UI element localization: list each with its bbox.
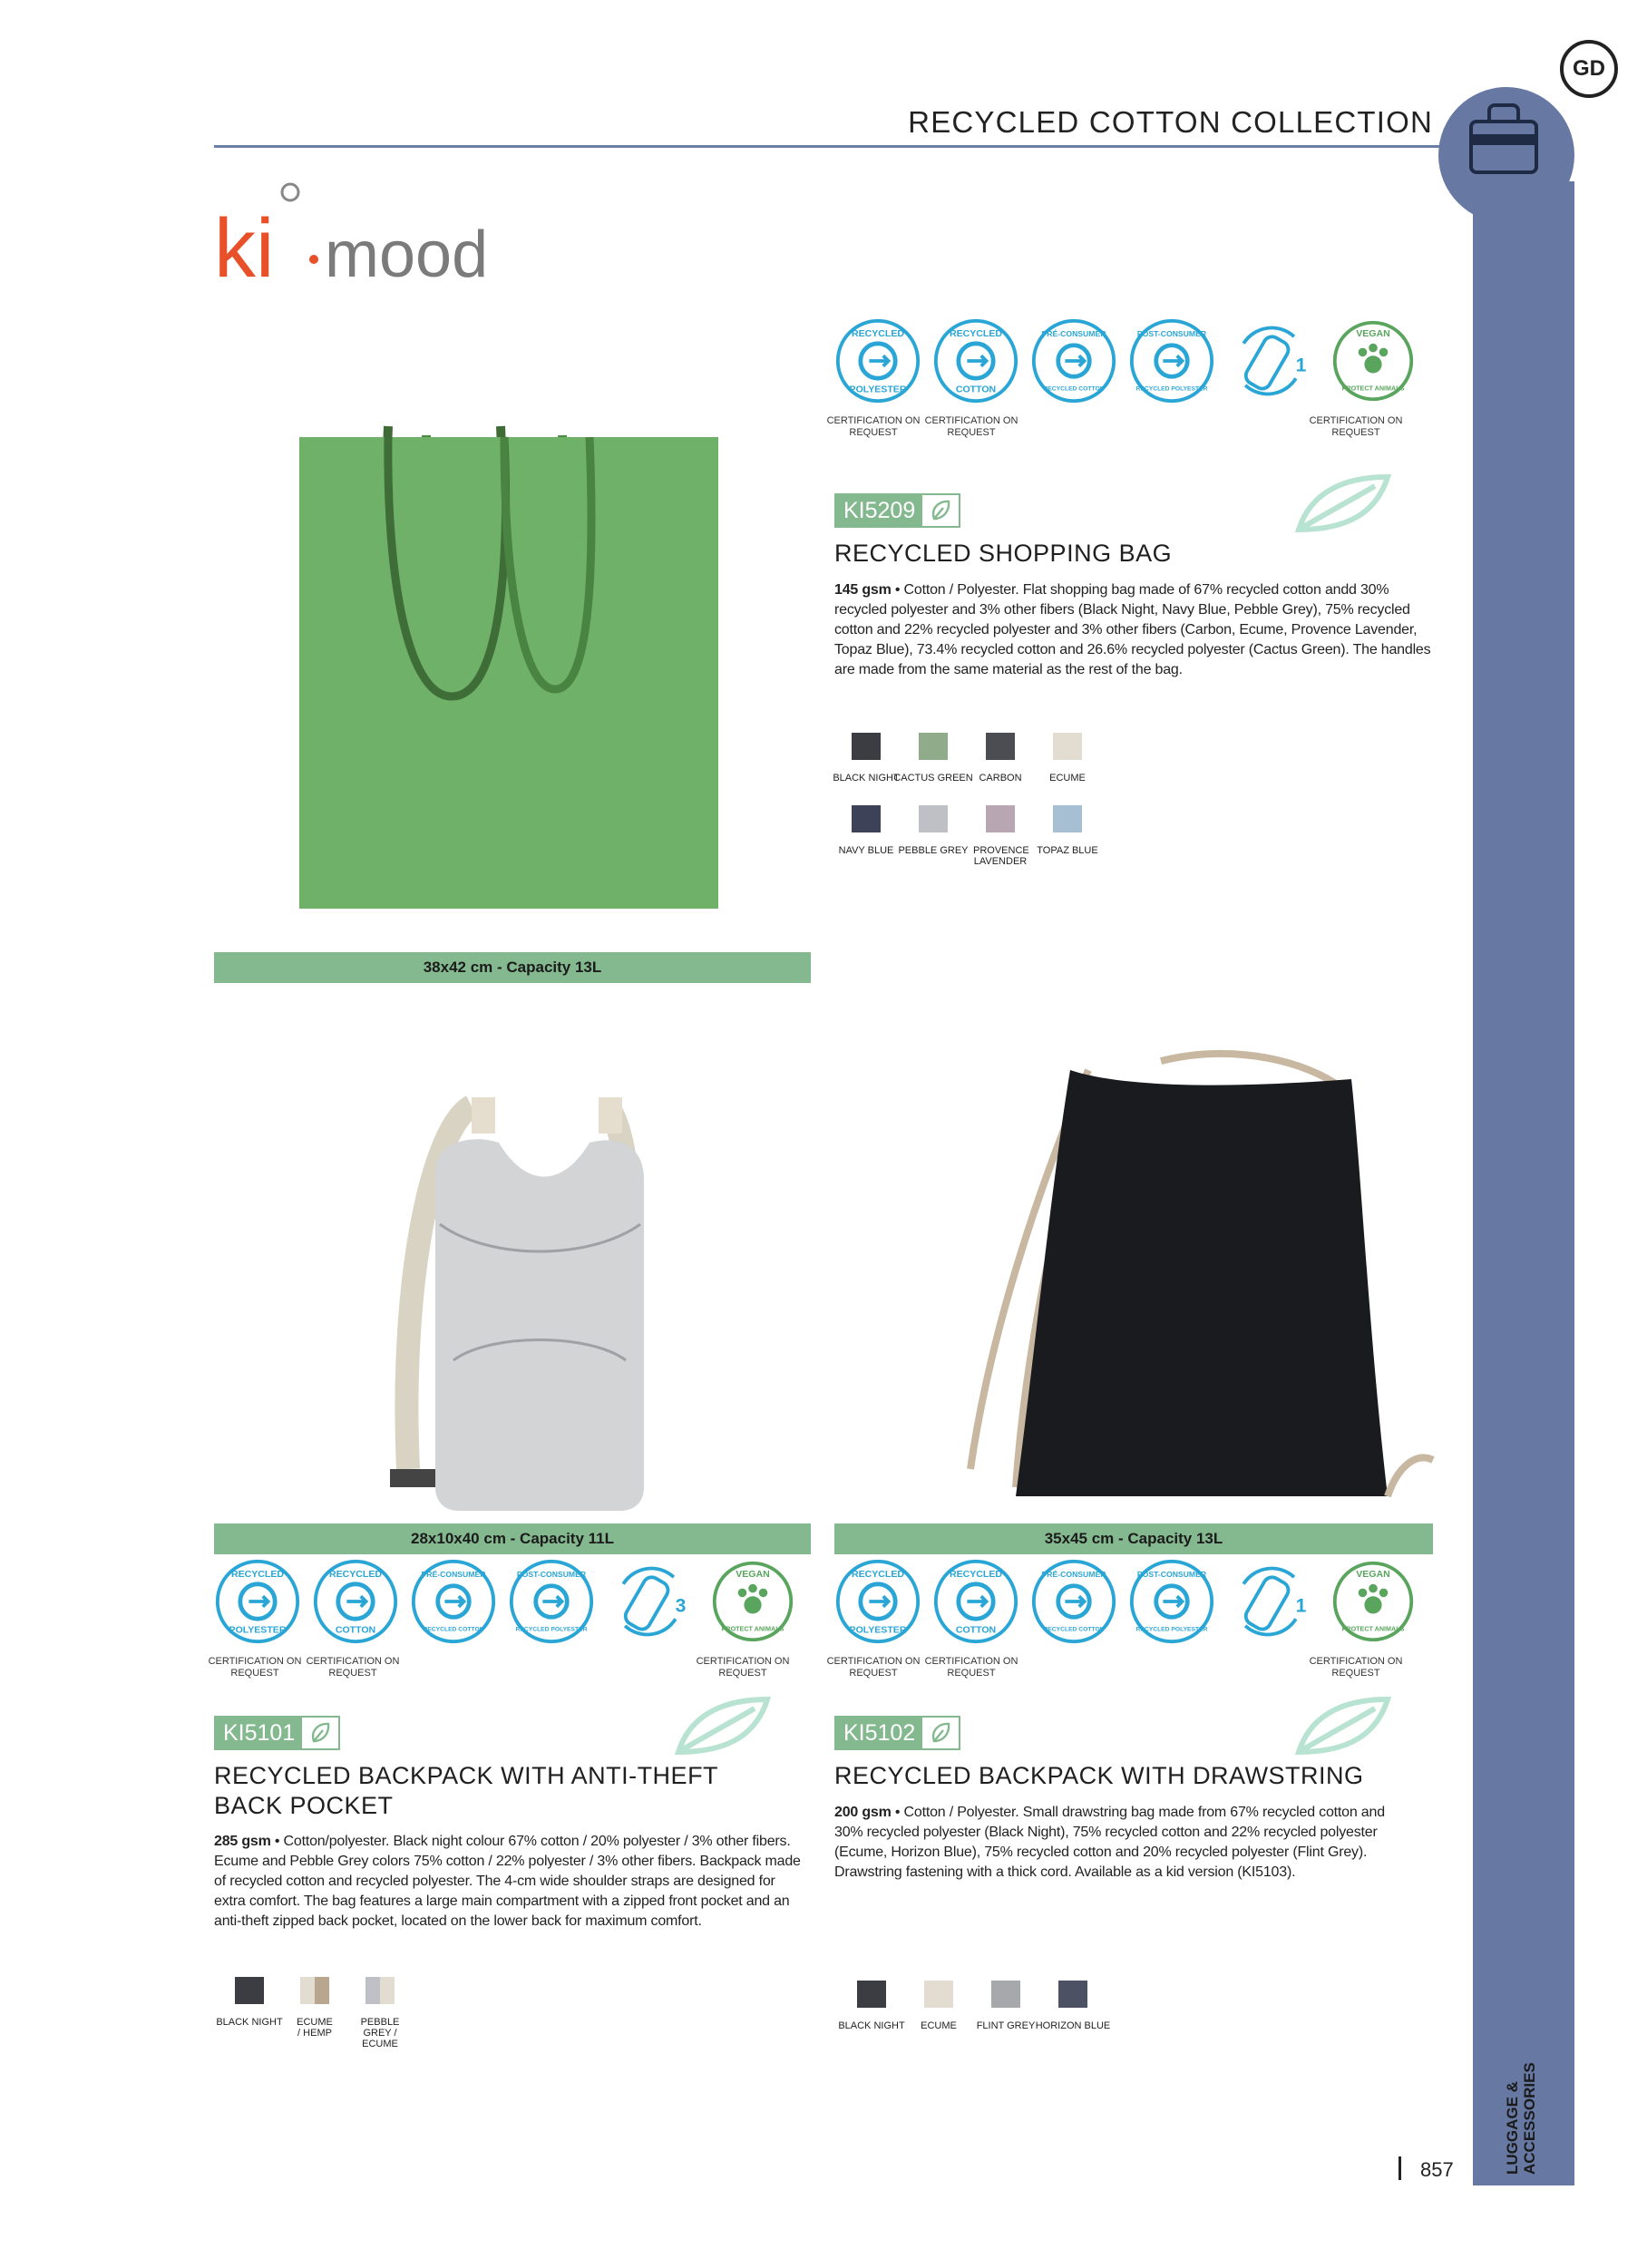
brand-badge: GD — [1560, 40, 1618, 98]
size-bar-ki5102: 35x45 cm - Capacity 13L — [834, 1523, 1433, 1554]
svg-text:VEGAN: VEGAN — [736, 1569, 770, 1581]
svg-text:RECYCLED: RECYCLED — [851, 328, 905, 340]
size-bar-ki5101: 28x10x40 cm - Capacity 11L — [214, 1523, 811, 1554]
svg-text:RECYCLED: RECYCLED — [851, 1569, 905, 1581]
post-consumer-icon — [1128, 317, 1226, 415]
header-rule — [214, 145, 1447, 148]
cert-note: CERTIFICATION ON REQUEST — [924, 1656, 1018, 1679]
logo-mood-text: mood — [325, 219, 489, 291]
recycled-bottle-icon — [606, 1558, 704, 1656]
product-code-text: KI5102 — [843, 1720, 916, 1746]
sidebar-label-line2: ACCESSORIES — [1521, 2062, 1538, 2175]
pre-consumer-icon — [1030, 1558, 1128, 1656]
svg-text:PRÉ-CONSUMER: PRÉ-CONSUMER — [1041, 329, 1106, 339]
vegan-icon — [709, 1558, 807, 1656]
sidebar-strip — [1473, 181, 1574, 2185]
certification-row-ki5102 — [834, 1558, 1428, 1656]
svg-text:1: 1 — [1295, 355, 1307, 376]
post-consumer-icon — [508, 1558, 606, 1656]
recycled-bottle-icon — [1226, 317, 1324, 415]
cert-note: CERTIFICATION ON REQUEST — [1309, 1656, 1403, 1679]
swatch-label: BLACK NIGHT — [833, 773, 900, 784]
swatch-chip — [852, 805, 881, 832]
kimood-logo — [214, 181, 541, 299]
size-bar-ki5209: 38x42 cm - Capacity 13L — [214, 952, 811, 983]
svg-text:PROTECT ANIMALS: PROTECT ANIMALS — [1341, 1624, 1405, 1633]
product-name-ki5101 — [214, 1761, 718, 1821]
recycled-polyester-icon — [834, 317, 932, 415]
swatch-label: BLACK NIGHT — [216, 2017, 283, 2028]
svg-text:RECYCLED: RECYCLED — [949, 1569, 1003, 1581]
recycled-polyester-icon — [834, 1558, 932, 1656]
svg-text:POST-CONSUMER: POST-CONSUMER — [1136, 329, 1207, 339]
swatch-chip — [919, 733, 948, 760]
svg-text:PROTECT ANIMALS: PROTECT ANIMALS — [721, 1624, 785, 1633]
svg-text:POST-CONSUMER: POST-CONSUMER — [1136, 1570, 1207, 1580]
swatch-chip — [924, 1981, 953, 2008]
svg-text:RECYCLED POLYESTER: RECYCLED POLYESTER — [515, 1626, 588, 1633]
svg-text:1: 1 — [1295, 1595, 1307, 1617]
svg-text:RECYCLED: RECYCLED — [230, 1569, 285, 1581]
svg-text:VEGAN: VEGAN — [1356, 1569, 1390, 1581]
vegan-icon — [1330, 1558, 1428, 1656]
svg-text:PROTECT ANIMALS: PROTECT ANIMALS — [1341, 384, 1405, 393]
eco-leaf-icon — [673, 1694, 773, 1757]
color-swatch — [339, 1977, 421, 2049]
svg-text:VEGAN: VEGAN — [1356, 328, 1390, 340]
leaf-icon — [922, 495, 959, 526]
swatch-label: TOPAZ BLUE — [1037, 845, 1098, 856]
product-name-ki5102: RECYCLED BACKPACK WITH DRAWSTRING — [834, 1762, 1364, 1789]
swatch-chip — [852, 733, 881, 760]
swatch-chip — [857, 1981, 886, 2008]
swatch-chip — [991, 1981, 1020, 2008]
pre-consumer-icon — [410, 1558, 508, 1656]
svg-text:RECYCLED POLYESTER: RECYCLED POLYESTER — [1135, 385, 1208, 393]
svg-text:RECYCLED: RECYCLED — [328, 1569, 383, 1581]
swatch-label: HORIZON BLUE — [1035, 2020, 1111, 2031]
page-section-title: RECYCLED COTTON COLLECTION — [908, 105, 1433, 139]
drawstring-backpack-image — [961, 1034, 1469, 1523]
svg-text:RECYCLED: RECYCLED — [949, 328, 1003, 340]
svg-text:COTTON: COTTON — [335, 1624, 376, 1636]
eco-leaf-icon — [1293, 1694, 1393, 1757]
svg-text:POST-CONSUMER: POST-CONSUMER — [516, 1570, 587, 1580]
swatch-label: FLINT GREY — [976, 2020, 1036, 2031]
leaf-icon — [922, 1718, 959, 1748]
product-description-text: • Cotton / Polyester. Small drawstring bag made from 67% recycled cotton and 30% recycled polyester (Black Night), 75% recycled cotton and 22% recycled polyester (Ecume, Horizon Blue), 75% recycled cotton and 20% recycled polyester (Flint Grey). Drawstring fastening with a thick cord. Available as a kid version (KI5103). — [834, 1805, 1385, 1880]
product-code-text: KI5209 — [843, 498, 916, 523]
swatch-chip — [1058, 1981, 1087, 2008]
post-consumer-icon — [1128, 1558, 1226, 1656]
page-number: 857 — [1420, 2158, 1454, 2181]
certification-row-ki5101 — [214, 1558, 807, 1656]
svg-text:RECYCLED COTTON: RECYCLED COTTON — [423, 1626, 484, 1633]
logo-ki-text: ki — [214, 202, 275, 295]
anti-theft-backpack-image — [336, 1088, 716, 1523]
color-swatch — [1032, 1981, 1114, 2031]
swatch-label: PEBBLE GREY — [898, 845, 969, 856]
product-code-ki5101 — [214, 1716, 340, 1750]
svg-text:COTTON: COTTON — [955, 384, 997, 395]
sidebar-section-label — [1496, 2062, 1569, 2176]
color-swatch — [1027, 733, 1108, 784]
svg-text:POLYESTER: POLYESTER — [849, 1624, 907, 1636]
cert-note: CERTIFICATION ON REQUEST — [924, 415, 1018, 438]
swatch-label: CACTUS GREEN — [893, 773, 973, 784]
bag-icon — [1458, 94, 1549, 185]
svg-text:POLYESTER: POLYESTER — [849, 384, 907, 395]
swatch-chip — [1053, 733, 1082, 760]
product-code-ki5209 — [834, 493, 960, 528]
svg-text:3: 3 — [675, 1595, 687, 1617]
product-description-ki5101 — [214, 1832, 804, 1932]
svg-text:POLYESTER: POLYESTER — [229, 1624, 287, 1636]
swatch-chip — [986, 733, 1015, 760]
product-description-text: • Cotton/polyester. Black night colour 67% cotton / 20% polyester / 3% other fibers. Ecume and Pebble Grey colors 75% cotton / 22% polyester / 3% other fibers. Backpack made of recycled cotton and recycled polyester. The 4-cm wide shoulder straps are designed for extra comfort. The bag features a large main compartment with a zipped front pocket and an anti-theft zipped back pocket, located on the lower back for maximum comfort. — [214, 1834, 801, 1929]
vegan-icon — [1330, 317, 1428, 415]
cert-note: CERTIFICATION ON REQUEST — [208, 1656, 302, 1679]
swatch-label: ECUME / HEMP — [297, 2017, 333, 2039]
swatch-chip — [919, 805, 948, 832]
swatch-chip — [986, 805, 1015, 832]
cert-note: CERTIFICATION ON REQUEST — [826, 1656, 921, 1679]
swatch-label: ECUME — [921, 2020, 957, 2031]
cert-note: CERTIFICATION ON REQUEST — [306, 1656, 400, 1679]
product-name-ki5209: RECYCLED SHOPPING BAG — [834, 540, 1173, 567]
svg-text:RECYCLED COTTON: RECYCLED COTTON — [1043, 1626, 1105, 1633]
product-gsm: 145 gsm — [834, 582, 892, 598]
recycled-cotton-icon — [932, 1558, 1030, 1656]
shopping-bag-image — [290, 408, 726, 916]
product-code-text: KI5101 — [223, 1720, 296, 1746]
cert-note: CERTIFICATION ON REQUEST — [1309, 415, 1403, 438]
product-name-line1: RECYCLED BACKPACK WITH ANTI-THEFT — [214, 1762, 719, 1789]
swatch-chip — [1053, 805, 1082, 832]
swatch-chip — [235, 1977, 264, 2004]
sidebar-label-line1: LUGGAGE & — [1504, 2081, 1521, 2175]
swatch-label: BLACK NIGHT — [838, 2020, 905, 2031]
page-number-bar — [1398, 2156, 1401, 2180]
svg-text:COTTON: COTTON — [955, 1624, 997, 1636]
eco-leaf-icon — [1293, 472, 1393, 535]
product-gsm: 285 gsm — [214, 1834, 271, 1849]
product-description-ki5209 — [834, 580, 1433, 680]
svg-text:RECYCLED COTTON: RECYCLED COTTON — [1043, 385, 1105, 393]
swatch-label: NAVY BLUE — [838, 845, 894, 856]
product-description-ki5102 — [834, 1803, 1397, 1883]
svg-text:RECYCLED POLYESTER: RECYCLED POLYESTER — [1135, 1626, 1208, 1633]
svg-text:PRÉ-CONSUMER: PRÉ-CONSUMER — [1041, 1570, 1106, 1580]
swatch-label: CARBON — [979, 773, 1022, 784]
swatch-chip — [365, 1977, 395, 2004]
svg-text:PRÉ-CONSUMER: PRÉ-CONSUMER — [421, 1570, 486, 1580]
recycled-bottle-icon — [1226, 1558, 1324, 1656]
color-swatch — [1027, 805, 1108, 856]
product-gsm: 200 gsm — [834, 1805, 892, 1820]
product-description-text: • Cotton / Polyester. Flat shopping bag made of 67% recycled cotton andd 30% recycled polyester and 3% other fibers (Black Night, Navy Blue, Pebble Grey), 75% recycled cotton and 22% recycled polyester and 3% other fibers (Carbon, Ecume, Provence Lavender, Topaz Blue), 73.4% recycled cotton and 26.6% recycled polyester (Cactus Green). The handles are made from the same material as the rest of the bag. — [834, 582, 1431, 677]
recycled-polyester-icon — [214, 1558, 312, 1656]
swatch-chip — [300, 1977, 329, 2004]
swatch-label: ECUME — [1049, 773, 1086, 784]
swatch-label: PEBBLE GREY / ECUME — [360, 2017, 400, 2049]
recycled-cotton-icon — [932, 317, 1030, 415]
pre-consumer-icon — [1030, 317, 1128, 415]
certification-row-ki5209 — [834, 317, 1428, 415]
product-code-ki5102 — [834, 1716, 960, 1750]
cert-note: CERTIFICATION ON REQUEST — [696, 1656, 790, 1679]
recycled-cotton-icon — [312, 1558, 410, 1656]
product-name-line2: BACK POCKET — [214, 1792, 394, 1819]
leaf-icon — [302, 1718, 338, 1748]
cert-note: CERTIFICATION ON REQUEST — [826, 415, 921, 438]
swatch-label: PROVENCE LAVENDER — [973, 845, 1029, 867]
